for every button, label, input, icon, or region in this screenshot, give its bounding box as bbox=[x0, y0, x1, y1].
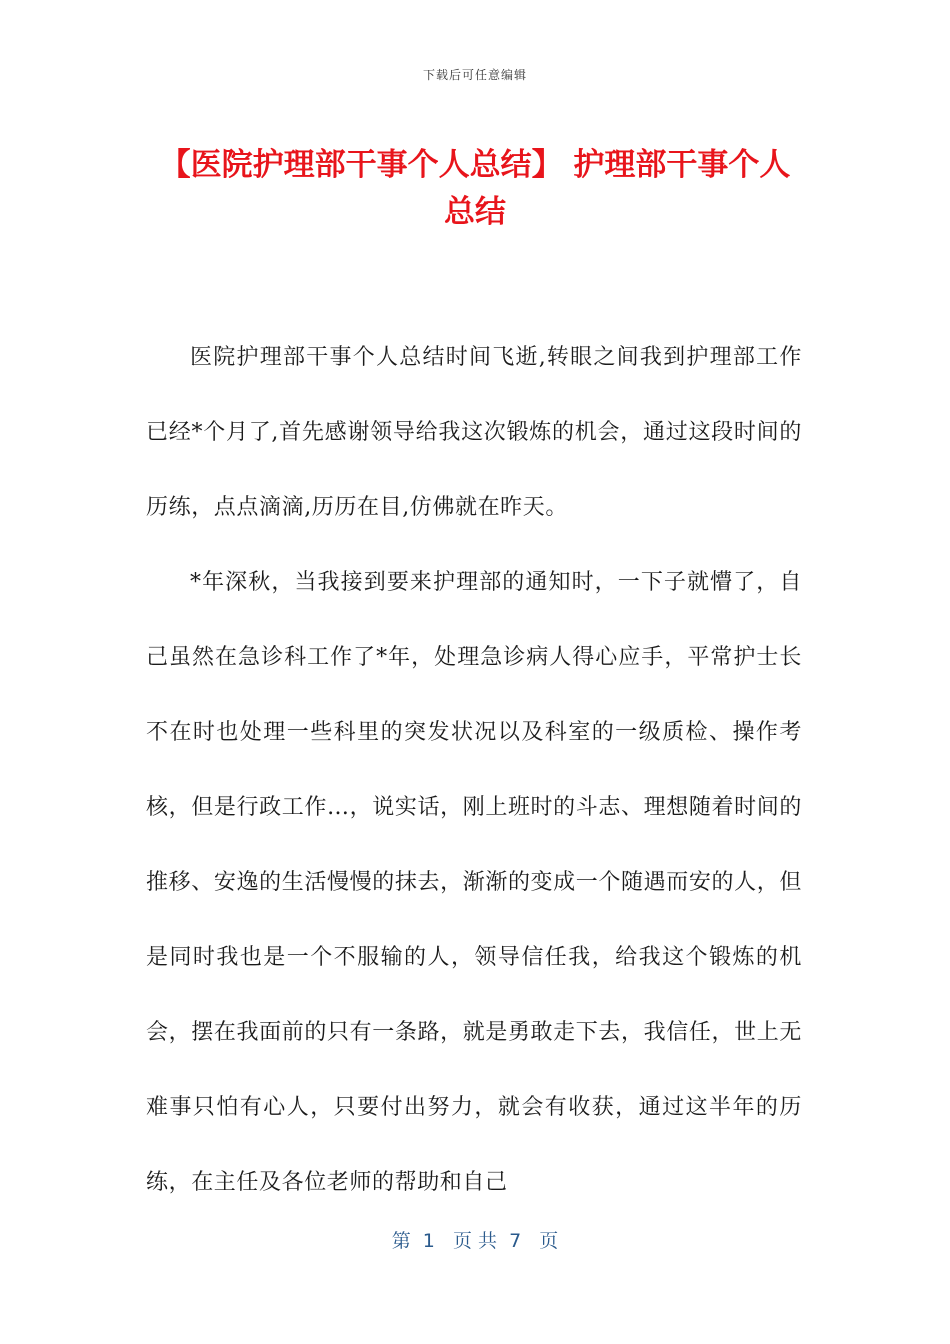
document-body bbox=[146, 320, 802, 1220]
body-paragraph-2: *年深秋，当我接到要来护理部的通知时，一下子就懵了，自己虽然在急诊科工作了*年，处理急诊病人得心应手，平常护士长不在时也处理一些科里的突发状况以及科室的一级质检、操作考核，但是行政工作…，说实话，刚上班时的斗志、理想随着时间的推移、安逸的生活慢慢的抹去，渐渐的变成一个随遇而安的人，但是同时我也是一个不服输的人，领导信任我，给我这个锻炼的机会，摆在我面前的只有一条路，就是勇敢走下去，我信任，世上无难事只怕有心人，只要付出努力，就会有收获，通过这半年的历练，在主任及各位老师的帮助和自己 bbox=[146, 570, 802, 1195]
page-header: 下载后可任意编辑 bbox=[422, 68, 527, 82]
body-paragraph-1: 医院护理部干事个人总结时间飞逝,转眼之间我到护理部工作已经*个月了,首先感谢领导给我这次锻炼的机会，通过这段时间的历练，点点滴滴,历历在目,仿佛就在昨天。 bbox=[146, 345, 802, 520]
page-number-footer: 第 1 页 共 7 页 bbox=[391, 1230, 559, 1252]
document-title: 【医院护理部干事个人总结】 护理部干事个人总结 bbox=[159, 147, 791, 230]
